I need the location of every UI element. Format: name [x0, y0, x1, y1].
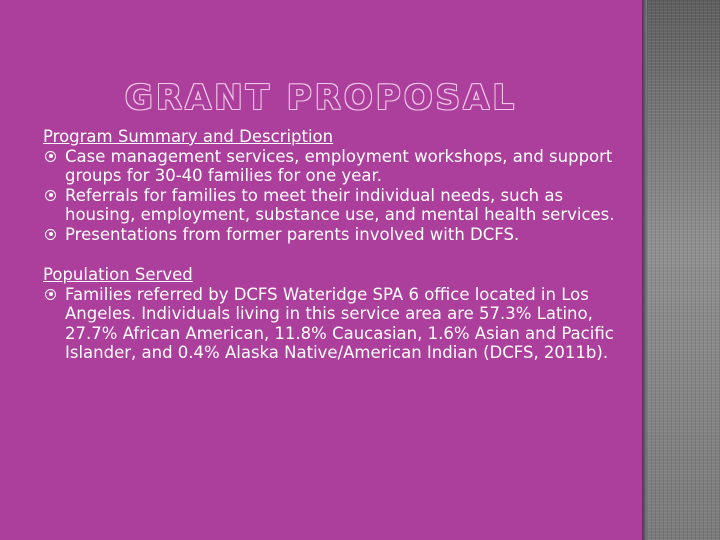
section-heading-population-served: Population Served: [43, 265, 193, 284]
list-item: [43, 285, 618, 363]
list-item-text: Families referred by DCFS Wateridge SPA 6 office located in Los Angeles. Individuals living in this service area are 57.3% Latino, 27.7% African American, 11.8% Caucasian, 1.6% Asian and Pacific Islander, and 0.4% Alaska Native/American Indian (DCFS, 2011b).: [65, 284, 614, 362]
population-served-list: [43, 285, 618, 363]
side-strip-edge: [643, 0, 647, 540]
section-heading-program-summary: Program Summary and Description: [43, 127, 334, 146]
list-item-text: Presentations from former parents involved with DCFS.: [65, 224, 520, 244]
circled-dot-icon: [45, 289, 56, 300]
slide-title: GRANT PROPOSAL: [124, 78, 518, 118]
list-item: [43, 186, 618, 225]
circled-dot-icon: [45, 229, 56, 240]
list-item-text: Referrals for families to meet their individual needs, such as housing, employment, substance use, and mental health services.: [65, 185, 615, 224]
section-spacer: [43, 244, 618, 265]
list-item: [43, 147, 618, 186]
slide-content: [43, 127, 618, 363]
circled-dot-icon: [45, 151, 56, 162]
program-summary-list: [43, 147, 618, 245]
circled-dot-icon: [45, 190, 56, 201]
decorative-side-strip: [643, 0, 720, 540]
list-item-text: Case management services, employment workshops, and support groups for 30-40 families for one year.: [65, 146, 613, 185]
list-item: [43, 225, 618, 245]
